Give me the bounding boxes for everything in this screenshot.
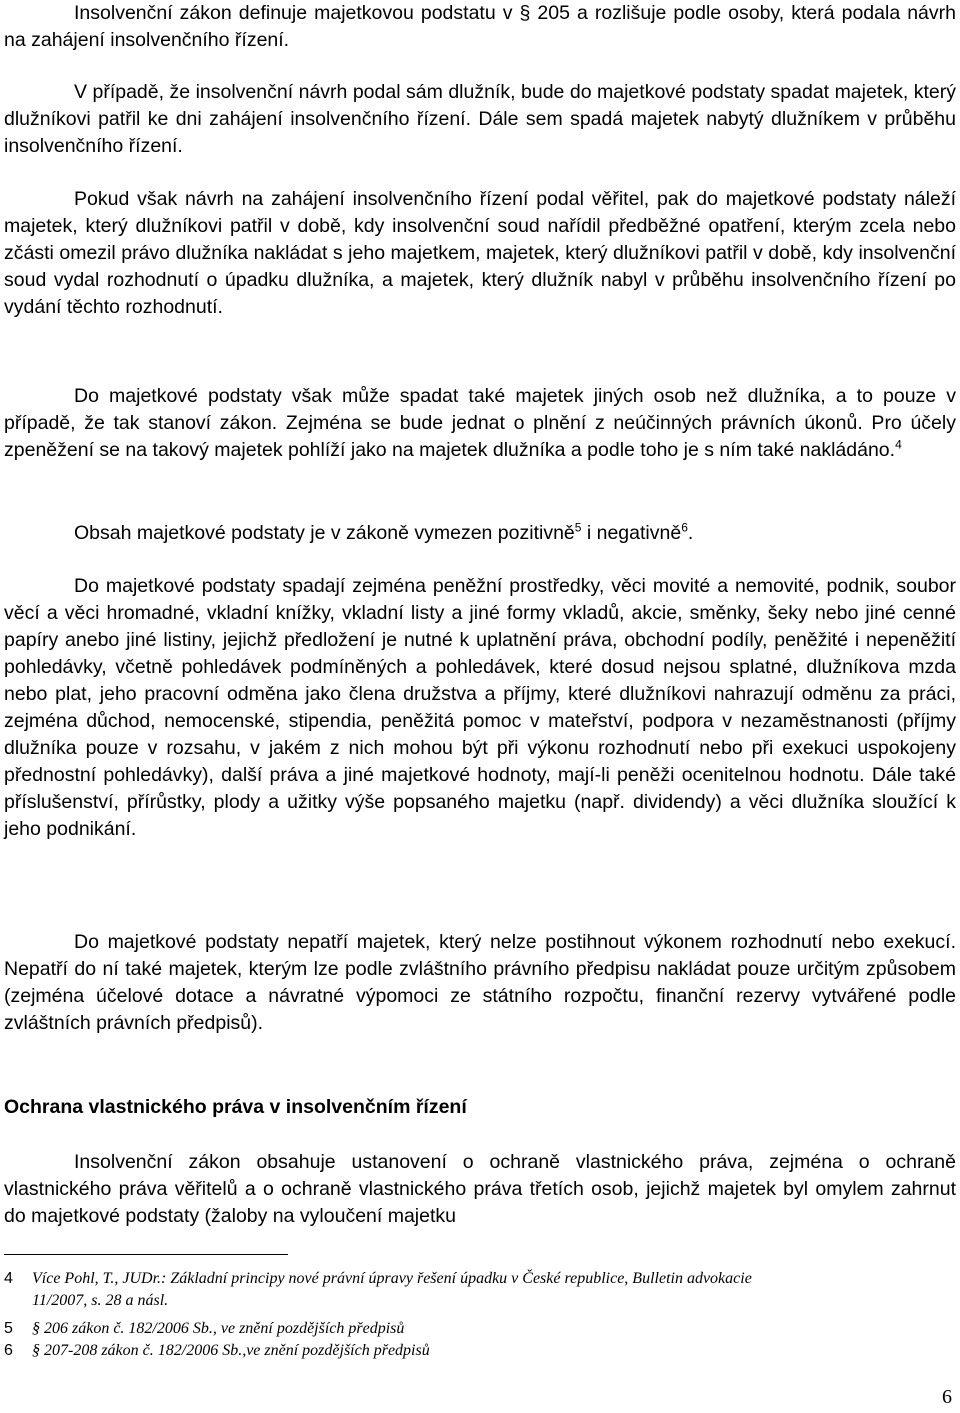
footnote-6 <box>4 1340 944 1362</box>
footnote-4 <box>4 1268 944 1312</box>
paragraph-text: V případě, že insolvenční návrh podal sám dlužník, bude do majetkové podstaty spadat majetek, který dlužníkovi patřil ke dni zahájení insolvenčního řízení. Dále sem spadá majetek nabytý dlužníkem v průběhu insolvenčního řízení. <box>4 81 956 157</box>
paragraph-text: Insolvenční zákon obsahuje ustanovení o ochraně vlastnického práva, zejména o ochraně vlastnického práva věřitelů a o ochraně vlastnického práva třetích osob, jejichž majetek byl omylem zahrnut do majetkové podstaty (žaloby na vyloučení majetku <box>4 1151 956 1227</box>
footnote-text: § 206 zákon č. 182/2006 Sb., ve znění pozdějších předpisů <box>32 1320 405 1337</box>
paragraph-text: i negativně <box>581 522 682 544</box>
footnote-text-continued: 11/2007, s. 28 a násl. <box>32 1292 169 1309</box>
paragraph-protection <box>4 1149 956 1230</box>
footnote-number: 5 <box>4 1320 13 1337</box>
footnote-text: Více Pohl, T., JUDr.: Základní principy nové právní úpravy řešení úpadku v České republice, Bulletin advokacie <box>32 1270 752 1287</box>
paragraph-text: Do majetkové podstaty nepatří majetek, který nelze postihnout výkonem rozhodnutí nebo exekucí. Nepatří do ní také majetek, kterým lze podle zvláštního právního předpisu nakládat pouze určitým způsobem (zejména účelové dotace a návratné výpomoci ze státního rozpočtu, finanční rezervy vytvářené podle zvláštních právních předpisů). <box>4 931 956 1034</box>
paragraph-text: . <box>687 522 694 544</box>
footnote-5 <box>4 1318 944 1340</box>
section-heading <box>4 1096 467 1119</box>
paragraph-text: Do majetkové podstaty spadají zejména peněžní prostředky, věci movité a nemovité, podnik, soubor věcí a věci hromadné, vkladní knížky, vkladní listy a jiné formy vkladů, akcie, směnky, šeky nebo jiné cenné papíry anebo jiné listiny, jejichž předložení je nutné k uplatnění práva, obchodní podíly, peněžité i nepeněžití pohledávky, včetně pohledávek podmíněných a pohledávek, které dosud nejsou splatné, dlužníkova mzda nebo plat, jeho pracovní odměna jako člena družstva a příjmy, které dlužníkovi nahrazují odměnu za práci, zejména důchod, nemocenské, stipendia, peněžitá pomoc v mateřství, podpora v nezaměstnanosti (příjmy dlužníka pouze v rozsahu, v jakém z nich mohou být při výkonu rozhodnutí nebo při exekuci uspokojeny přednostní pohledávky), další práva a jiné majetkové hodnoty, mají-li peněži ocenitelnou hodnotu. Dále také příslušenství, přírůstky, plody a užitky výše popsaného majetku (např. dividendy) a věci dlužníka sloužící k jeho podnikání. <box>4 575 956 840</box>
paragraph-text: Do majetkové podstaty však může spadat také majetek jiných osob než dlužníka, a to pouze v případě, že tak stanoví zákon. Zejména se bude jednat o plnění z neúčinných právních úkonů. Pro účely zpeněžení se na takový majetek pohlíží jako na majetek dlužníka a podle toho je s ním také nakládáno. <box>4 385 956 461</box>
footnote-number: 4 <box>4 1270 13 1287</box>
footnote-ref-6[interactable]: 6 <box>681 520 688 535</box>
paragraph-included-assets <box>4 573 956 843</box>
footnote-separator <box>4 1254 288 1255</box>
paragraph-text: Insolvenční zákon definuje majetkovou podstatu v § 205 a rozlišuje podle osoby, která podala návrh na zahájení insolvenčního řízení. <box>4 2 956 51</box>
heading-text: Ochrana vlastnického práva v insolvenčním řízení <box>4 1096 467 1118</box>
paragraph-excluded-assets <box>4 929 956 1037</box>
paragraph-creditor-petition <box>4 186 956 321</box>
footnote-text: § 207-208 zákon č. 182/2006 Sb.,ve znění pozdějších předpisů <box>32 1342 430 1359</box>
paragraph-text: Pokud však návrh na zahájení insolvenčního řízení podal věřitel, pak do majetkové podstaty náleží majetek, který dlužníkovi patřil v době, kdy insolvenční soud nařídil předběžné opatření, kterým zcela nebo zčásti omezil právo dlužníka nakládat s jeho majetkem, majetek, který dlužníkovi patřil v době, kdy insolvenční soud vydal rozhodnutí o úpadku dlužníka, a majetek, který dlužník nabyl v průběhu insolvenčního řízení po vydání těchto rozhodnutí. <box>4 188 956 318</box>
paragraph-debtor-petition <box>4 79 956 160</box>
page-number: 6 <box>942 1386 952 1408</box>
paragraph-content <box>4 520 693 547</box>
footnote-number: 6 <box>4 1342 13 1359</box>
footnote-ref-5[interactable]: 5 <box>574 520 582 535</box>
paragraph-intro <box>4 0 956 54</box>
footnote-ref-4[interactable]: 4 <box>895 437 902 452</box>
paragraph-text: Obsah majetkové podstaty je v zákoně vymezen pozitivně <box>74 522 575 544</box>
paragraph-other-persons <box>4 383 956 464</box>
